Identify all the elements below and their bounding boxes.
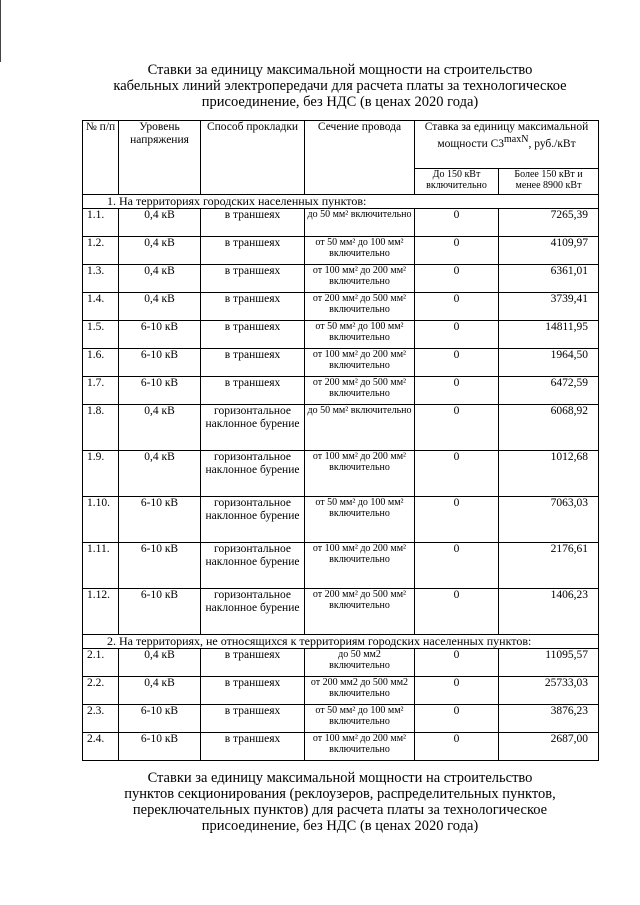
- cell-rate-8900: 2176,61: [499, 543, 599, 589]
- header-sub-8900: Более 150 кВт и менее 8900 кВт: [499, 169, 599, 195]
- cell-section: от 200 мм² до 500 мм² включительно: [305, 377, 415, 405]
- cell-rate-8900: 3876,23: [499, 705, 599, 733]
- cell-voltage: 0,4 кВ: [119, 265, 201, 293]
- cell-voltage: 0,4 кВ: [119, 405, 201, 451]
- heading-line: Ставки за единицу максимальной мощности на строительство: [147, 62, 533, 78]
- cell-rate-150: 0: [415, 349, 499, 377]
- cell-method: горизонтальное наклонное бурение: [201, 543, 305, 589]
- section-row: [83, 195, 599, 209]
- cell-rate-8900: 11095,57: [499, 649, 599, 677]
- table-row: [83, 237, 599, 265]
- table-row: [83, 293, 599, 321]
- cell-method: горизонтальное наклонное бурение: [201, 497, 305, 543]
- cell-voltage: 0,4 кВ: [119, 237, 201, 265]
- cell-voltage: 6-10 кВ: [119, 705, 201, 733]
- cell-method: в траншеях: [201, 349, 305, 377]
- cell-section: от 50 мм² до 100 мм² включительно: [305, 321, 415, 349]
- cell-section: от 100 мм² до 200 мм² включительно: [305, 451, 415, 497]
- margin-rule: [0, 0, 1, 62]
- cell-section: от 200 мм² до 500 мм² включительно: [305, 589, 415, 635]
- cell-method: в траншеях: [201, 649, 305, 677]
- table-row: [83, 677, 599, 705]
- cell-rate-8900: 6361,01: [499, 265, 599, 293]
- cell-num: 1.3.: [83, 265, 119, 293]
- cell-num: 1.11.: [83, 543, 119, 589]
- cell-rate-8900: 7063,03: [499, 497, 599, 543]
- cell-section: от 100 мм² до 200 мм² включительно: [305, 543, 415, 589]
- cell-voltage: 6-10 кВ: [119, 543, 201, 589]
- cell-rate-8900: 1406,23: [499, 589, 599, 635]
- cell-rate-8900: 25733,03: [499, 677, 599, 705]
- heading-line: Ставки за единицу максимальной мощности на строительство: [147, 770, 533, 786]
- heading-line: присоединение, без НДС (в ценах 2020 года): [201, 818, 479, 834]
- header-rate-unit: , руб./кВт: [528, 137, 576, 150]
- cell-rate-150: 0: [415, 293, 499, 321]
- cell-rate-8900: 2687,00: [499, 733, 599, 761]
- table-row: [83, 649, 599, 677]
- cell-rate-150: 0: [415, 677, 499, 705]
- heading-line: кабельных линий электропередачи для расчета платы за технологическое: [113, 78, 567, 94]
- cell-num: 1.9.: [83, 451, 119, 497]
- header-rate-text: Ставка за единицу максимальной мощности С3: [424, 121, 589, 150]
- cell-method: в траншеях: [201, 237, 305, 265]
- cell-rate-150: 0: [415, 733, 499, 761]
- cell-rate-8900: 1012,68: [499, 451, 599, 497]
- cell-num: 1.6.: [83, 349, 119, 377]
- cell-voltage: 0,4 кВ: [119, 209, 201, 237]
- cell-method: в траншеях: [201, 293, 305, 321]
- cell-method: в траншеях: [201, 677, 305, 705]
- cell-method: в траншеях: [201, 377, 305, 405]
- table-row: [83, 589, 599, 635]
- cell-section: от 50 мм² до 100 мм² включительно: [305, 237, 415, 265]
- cell-voltage: 6-10 кВ: [119, 733, 201, 761]
- header-rate-sup: maxN: [504, 133, 529, 145]
- cell-method: в траншеях: [201, 265, 305, 293]
- cell-voltage: 6-10 кВ: [119, 589, 201, 635]
- header-section: Сечение провода: [305, 121, 415, 195]
- cell-rate-8900: 7265,39: [499, 209, 599, 237]
- cell-section: от 50 мм² до 100 мм² включительно: [305, 705, 415, 733]
- section-title: 1. На территориях городских населенных пунктов:: [83, 195, 599, 209]
- cell-rate-150: 0: [415, 321, 499, 349]
- cell-method: горизонтальное наклонное бурение: [201, 451, 305, 497]
- cell-section: от 100 мм² до 200 мм² включительно: [305, 349, 415, 377]
- table-body: [83, 195, 599, 761]
- cell-section: от 50 мм² до 100 мм² включительно: [305, 497, 415, 543]
- cell-voltage: 6-10 кВ: [119, 497, 201, 543]
- cell-num: 2.1.: [83, 649, 119, 677]
- cell-rate-150: 0: [415, 237, 499, 265]
- cell-num: 2.2.: [83, 677, 119, 705]
- table-row: [83, 349, 599, 377]
- header-method: Способ прокладки: [201, 121, 305, 195]
- cell-rate-150: 0: [415, 649, 499, 677]
- cell-num: 1.4.: [83, 293, 119, 321]
- cell-rate-150: 0: [415, 543, 499, 589]
- cell-rate-150: 0: [415, 405, 499, 451]
- cell-section: от 100 мм² до 200 мм² включительно: [305, 265, 415, 293]
- cell-rate-150: 0: [415, 705, 499, 733]
- cell-method: горизонтальное наклонное бурение: [201, 405, 305, 451]
- cell-rate-150: 0: [415, 265, 499, 293]
- cell-rate-150: 0: [415, 377, 499, 405]
- cell-section: от 100 мм² до 200 мм² включительно: [305, 733, 415, 761]
- cell-section: до 50 мм2 включительно: [305, 649, 415, 677]
- cell-rate-8900: 14811,95: [499, 321, 599, 349]
- cell-rate-150: 0: [415, 497, 499, 543]
- cell-rate-8900: 1964,50: [499, 349, 599, 377]
- cell-section: от 200 мм2 до 500 мм2 включительно: [305, 677, 415, 705]
- table-row: [83, 733, 599, 761]
- cell-num: 1.12.: [83, 589, 119, 635]
- cell-section: от 200 мм² до 500 мм² включительно: [305, 293, 415, 321]
- cell-method: горизонтальное наклонное бурение: [201, 589, 305, 635]
- heading-line: переключательных пунктов) для расчета платы за технологическое: [132, 802, 548, 818]
- section-title: 2. На территориях, не относящихся к территориям городских населенных пунктов:: [83, 635, 599, 649]
- heading-line: пунктов секционирования (реклоузеров, распределительных пунктов,: [124, 786, 556, 802]
- cell-num: 1.1.: [83, 209, 119, 237]
- table-row: [83, 405, 599, 451]
- cell-method: в траншеях: [201, 209, 305, 237]
- cell-rate-8900: 3739,41: [499, 293, 599, 321]
- cell-num: 1.8.: [83, 405, 119, 451]
- cell-section: до 50 мм² включительно: [305, 209, 415, 237]
- cell-section: до 50 мм² включительно: [305, 405, 415, 451]
- table-row: [83, 705, 599, 733]
- cell-rate-150: 0: [415, 451, 499, 497]
- cell-method: в траншеях: [201, 321, 305, 349]
- table-row: [83, 209, 599, 237]
- cell-voltage: 6-10 кВ: [119, 377, 201, 405]
- cell-voltage: 6-10 кВ: [119, 349, 201, 377]
- cell-num: 1.7.: [83, 377, 119, 405]
- cell-voltage: 0,4 кВ: [119, 451, 201, 497]
- cell-rate-8900: 6472,59: [499, 377, 599, 405]
- header-sub-150: До 150 кВт включительно: [415, 169, 499, 195]
- cell-num: 2.3.: [83, 705, 119, 733]
- header-voltage: Уровень напряжения: [119, 121, 201, 195]
- cell-num: 1.10.: [83, 497, 119, 543]
- cell-num: 1.5.: [83, 321, 119, 349]
- cell-voltage: 0,4 кВ: [119, 649, 201, 677]
- rates-table: [82, 120, 599, 761]
- cell-voltage: 0,4 кВ: [119, 293, 201, 321]
- table-row: [83, 451, 599, 497]
- table-row: [83, 377, 599, 405]
- table-row: [83, 543, 599, 589]
- cell-rate-150: 0: [415, 589, 499, 635]
- table-row: [83, 265, 599, 293]
- header-num: № п/п: [83, 121, 119, 195]
- cell-method: в траншеях: [201, 705, 305, 733]
- heading-line: присоединение, без НДС (в ценах 2020 года): [201, 94, 479, 110]
- cell-rate-8900: 6068,92: [499, 405, 599, 451]
- cell-voltage: 0,4 кВ: [119, 677, 201, 705]
- cell-voltage: 6-10 кВ: [119, 321, 201, 349]
- cell-rate-8900: 4109,97: [499, 237, 599, 265]
- cell-num: 1.2.: [83, 237, 119, 265]
- header-rate: [415, 121, 599, 169]
- table-row: [83, 321, 599, 349]
- heading-sectioning-points: [60, 770, 620, 834]
- cell-rate-150: 0: [415, 209, 499, 237]
- cell-num: 2.4.: [83, 733, 119, 761]
- section-row: [83, 635, 599, 649]
- cell-method: в траншеях: [201, 733, 305, 761]
- table-row: [83, 497, 599, 543]
- heading-cable-lines: [60, 62, 620, 110]
